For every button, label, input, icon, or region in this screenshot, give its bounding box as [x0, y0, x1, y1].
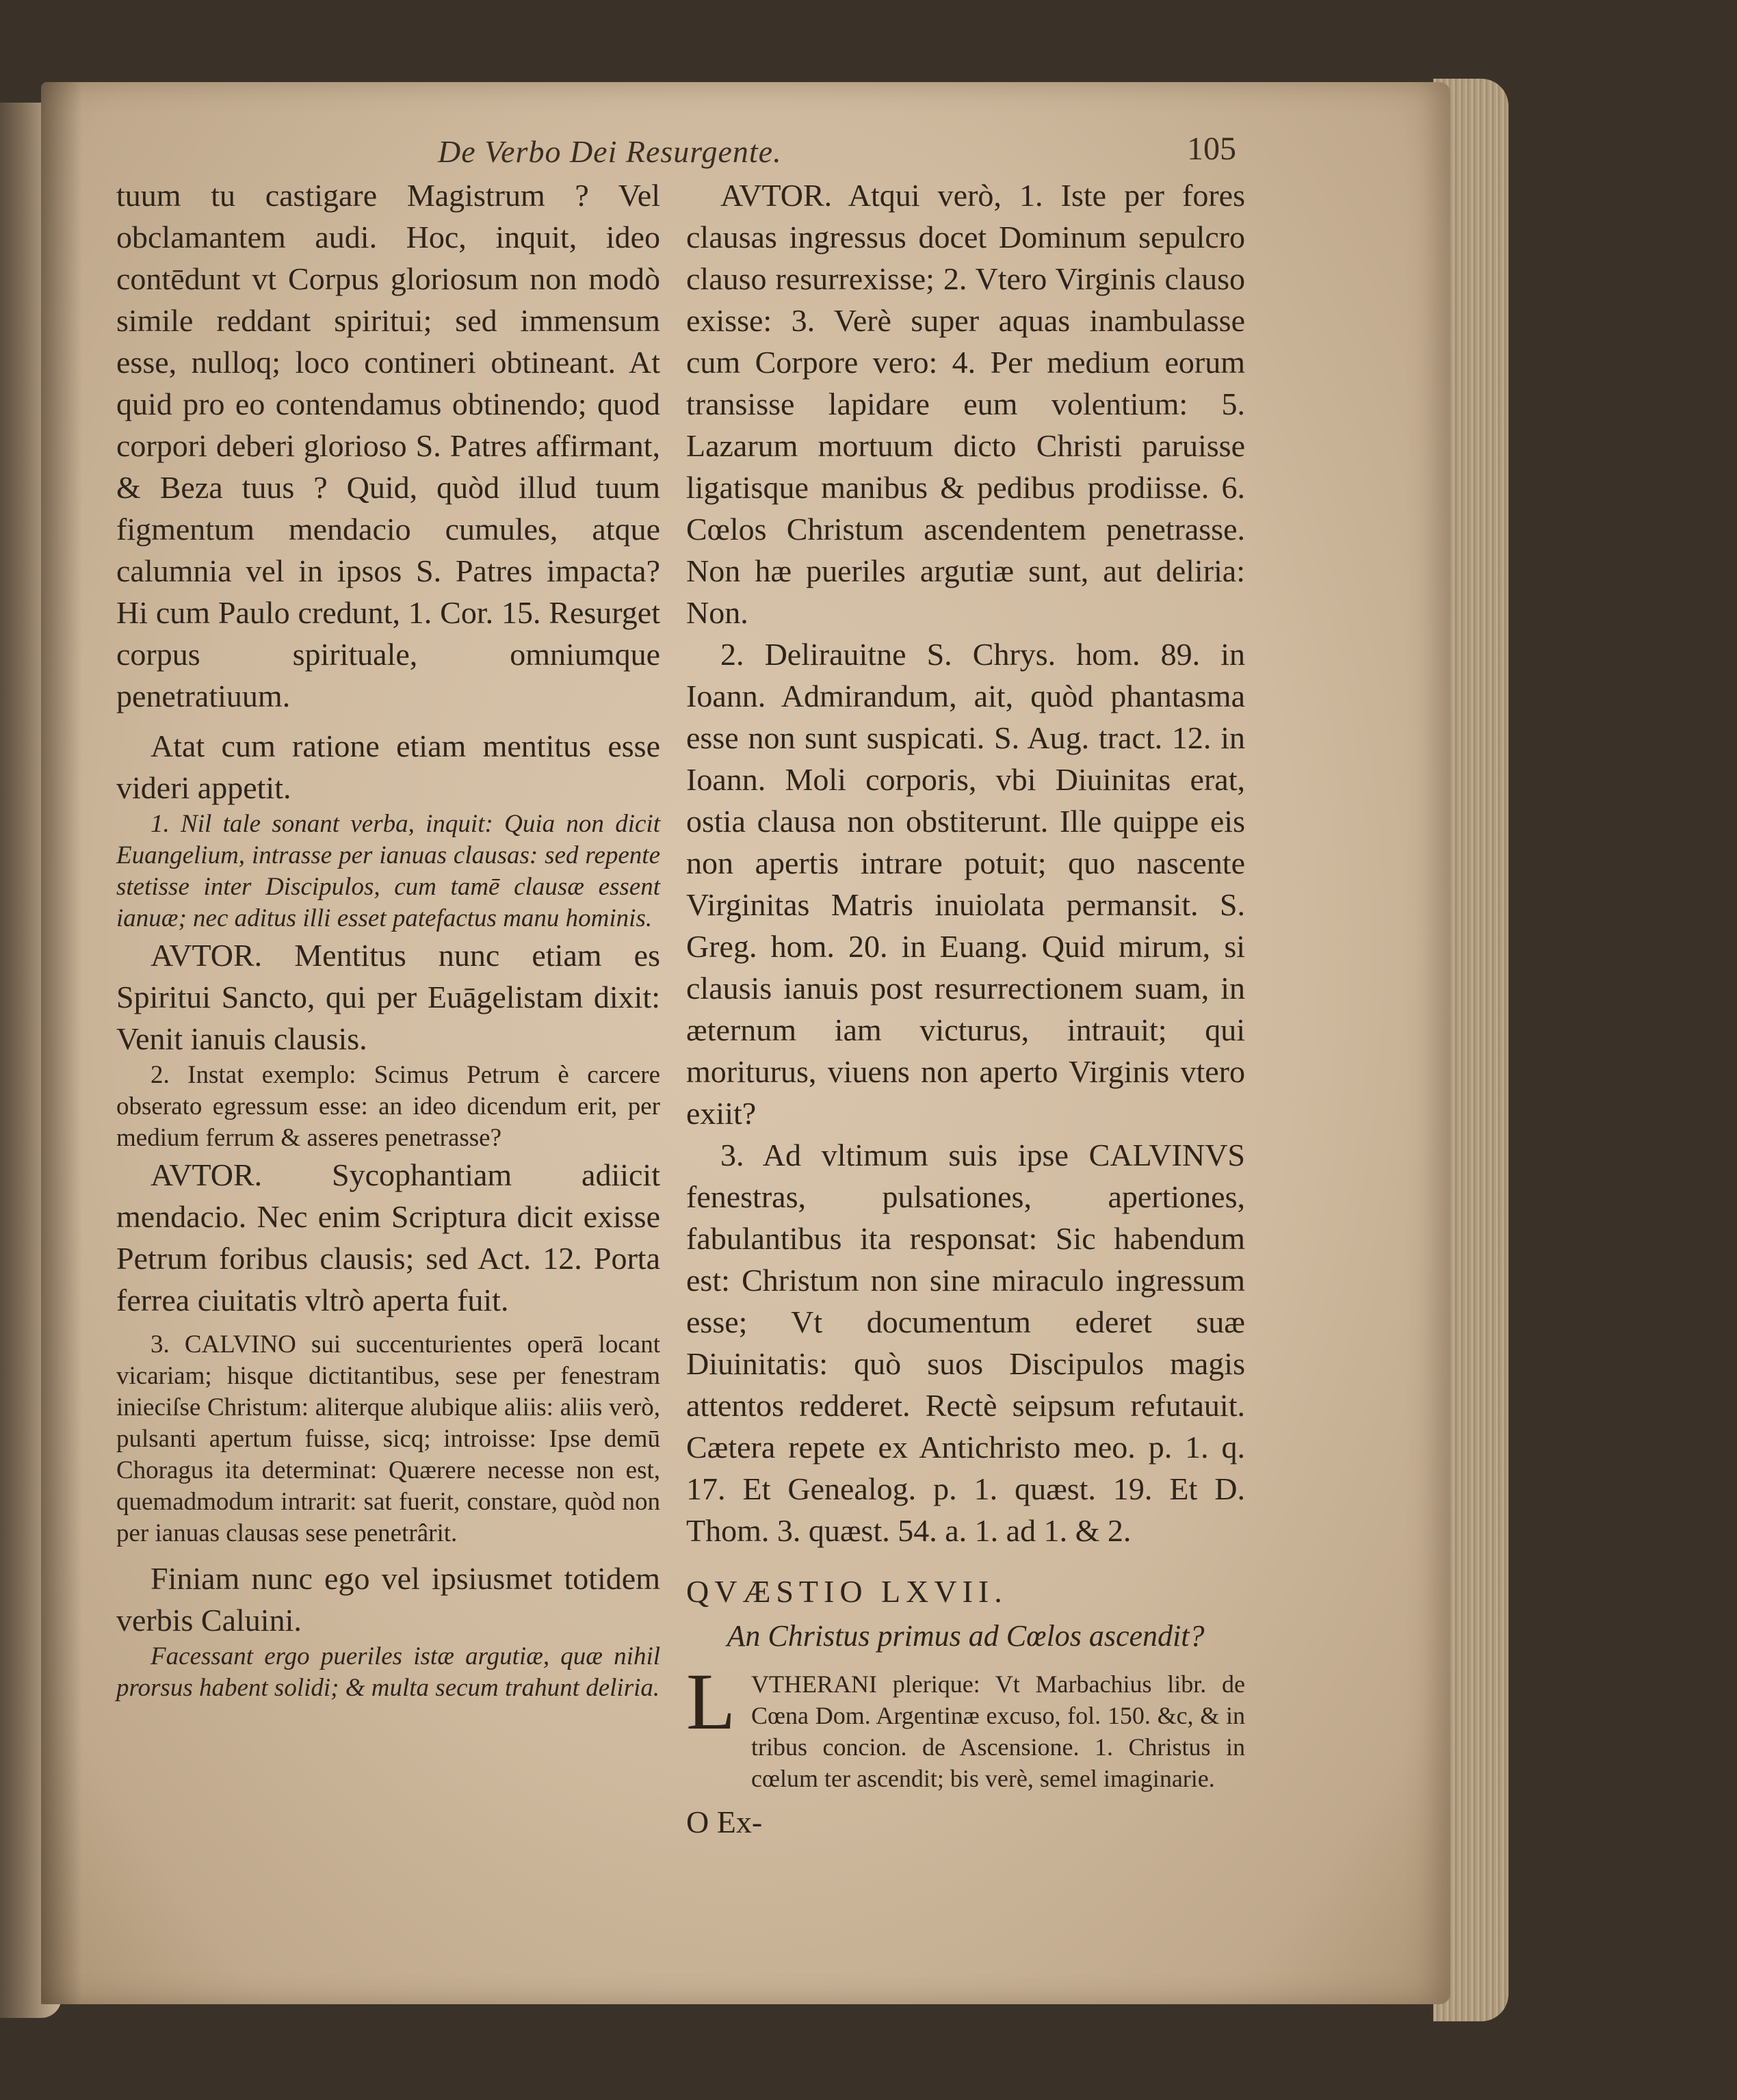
- left-paragraph-7: 3. CALVINO sui succenturientes operā locant vicariam; hisque dictitantibus, sese per fenestram inieciſse Christum: aliterque alubique aliis: aliis verò, pulsanti apertum fuisse, sicq; introisse: Ipse demū Choragus ita determinat: Quærere necesse non est, quemadmodum intrarit: sat fuerit, constare, quòd non per ianuas clausas sese penetrârit.: [116, 1330, 660, 1547]
- right-paragraph-2: 2. Delirauitne S. Chrys. hom. 89. in Ioann. Admirandum, ait, quòd phantasma esse non sunt suspicati. S. Aug. tract. 12. in Ioann. Moli corporis, vbi Diuinitas erat, ostia clausa non obstiterunt. Ille quippe eis non apertis intrare potuit; quo nascente Virginitas Matris inuiolata permansit. S. Greg. hom. 20. in Euang. Quid mirum, si clausis ianuis post resurrectionem suam, in æternum iam victurus, intrauit; qui moriturus, viuens non aperto Virginis vtero exiit?: [686, 637, 1245, 1131]
- left-column: [116, 174, 660, 1704]
- drop-capital: L: [686, 1657, 736, 1746]
- left-paragraph-2: Atat cum ratione etiam mentitus esse videri appetit.: [116, 729, 660, 805]
- gutter-shadow: [41, 82, 82, 2004]
- left-paragraph-6: AVTOR. Sycophantiam adiicit mendacio. Nec enim Scriptura dicit exisse Petrum foribus clausis; sed Act. 12. Porta ferrea ciuitatis vltrò aperta fuit.: [116, 1157, 660, 1317]
- right-column: [686, 174, 1245, 1843]
- page-number: 105: [1187, 131, 1236, 167]
- question-subtitle: An Christus primus ad Cœlos ascendit?: [727, 1619, 1205, 1653]
- left-paragraph-3: 1. Nil tale sonant verba, inquit: Quia non dicit Euangelium, intrasse per ianuas clausas: sed repente stetisse inter Discipulos, cum tamē clausæ essent ianuæ; nec aditus illi esset patefactus manu hominis.: [116, 810, 660, 932]
- left-paragraph-9: Facessant ergo pueriles istæ argutiæ, quæ nihil prorsus habent solidi; & multa secum trahunt deliria.: [116, 1642, 660, 1702]
- right-paragraph-1: AVTOR. Atqui verò, 1. Iste per fores clausas ingressus docet Dominum sepulcro clauso resurrexisse; 2. Vtero Virginis clauso exisse: 3. Verè super aquas inambulasse cum Corpore vero: 4. Per medium eorum transisse lapidare eum volentium: 5. Lazarum mortuum dicto Christi paruisse ligatisque manibus & pedibus prodiisse. 6. Cœlos Christum ascendentem penetrasse. Non hæ pueriles argutiæ sunt, aut deliria: Non.: [686, 178, 1245, 630]
- left-paragraph-8: Finiam nunc ego vel ipsiusmet totidem verbis Caluini.: [116, 1561, 660, 1638]
- left-paragraph-5: 2. Instat exemplo: Scimus Petrum è carcere obserato egressum esse: an ideo dicendum erit, per medium ferrum & asseres penetrasse?: [116, 1061, 660, 1152]
- left-paragraph-1: tuum tu castigare Magistrum ? Vel obclamantem audi. Hoc, inquit, ideo contēdunt vt Corpus gloriosum non modò simile reddant spiritui; sed immensum esse, nulloq; loco contineri obtineant. At quid pro eo contendamus obtinendo; quod corpori deberi glorioso S. Patres affirmant, & Beza tuus ? Quid, quòd illud tuum figmentum mendacio cumules, atque calumnia vel in ipsos S. Patres impacta? Hi cum Paulo credunt, 1. Cor. 15. Resurget corpus spirituale, omniumque penetratiuum.: [116, 178, 660, 713]
- catchword: O Ex-: [686, 1804, 763, 1839]
- question-paragraph-text: VTHERANI plerique: Vt Marbachius libr. de Cœna Dom. Argentinæ excuso, fol. 150. &c, & in tribus concion. de Ascensione. 1. Christus in cœlum ter ascendit; bis verè, semel imaginarie.: [751, 1670, 1245, 1792]
- running-title: De Verbo Dei Resurgente.: [438, 134, 782, 169]
- left-paragraph-4: AVTOR. Mentitus nunc etiam es Spiritui Sancto, qui per Euāgelistam dixit: Venit ianuis clausis.: [116, 938, 660, 1056]
- question-paragraph: [686, 1657, 1245, 1794]
- right-paragraph-3: 3. Ad vltimum suis ipse CALVINVS fenestras, pulsationes, apertiones, fabulantibus ita responsat: Sic habendum est: Christum non sine miraculo ingressum esse; Vt documentum ederet suæ Diuinitatis: quò suos Discipulos magis attentos redderet. Rectè seipsum refutauit. Cætera repete ex Antichristo meo. p. 1. q. 17. Et Genealog. p. 1. quæst. 19. Et D. Thom. 3. quæst. 54. a. 1. ad 1. & 2.: [686, 1138, 1245, 1548]
- question-title: QVÆSTIO LXVII.: [686, 1574, 1008, 1609]
